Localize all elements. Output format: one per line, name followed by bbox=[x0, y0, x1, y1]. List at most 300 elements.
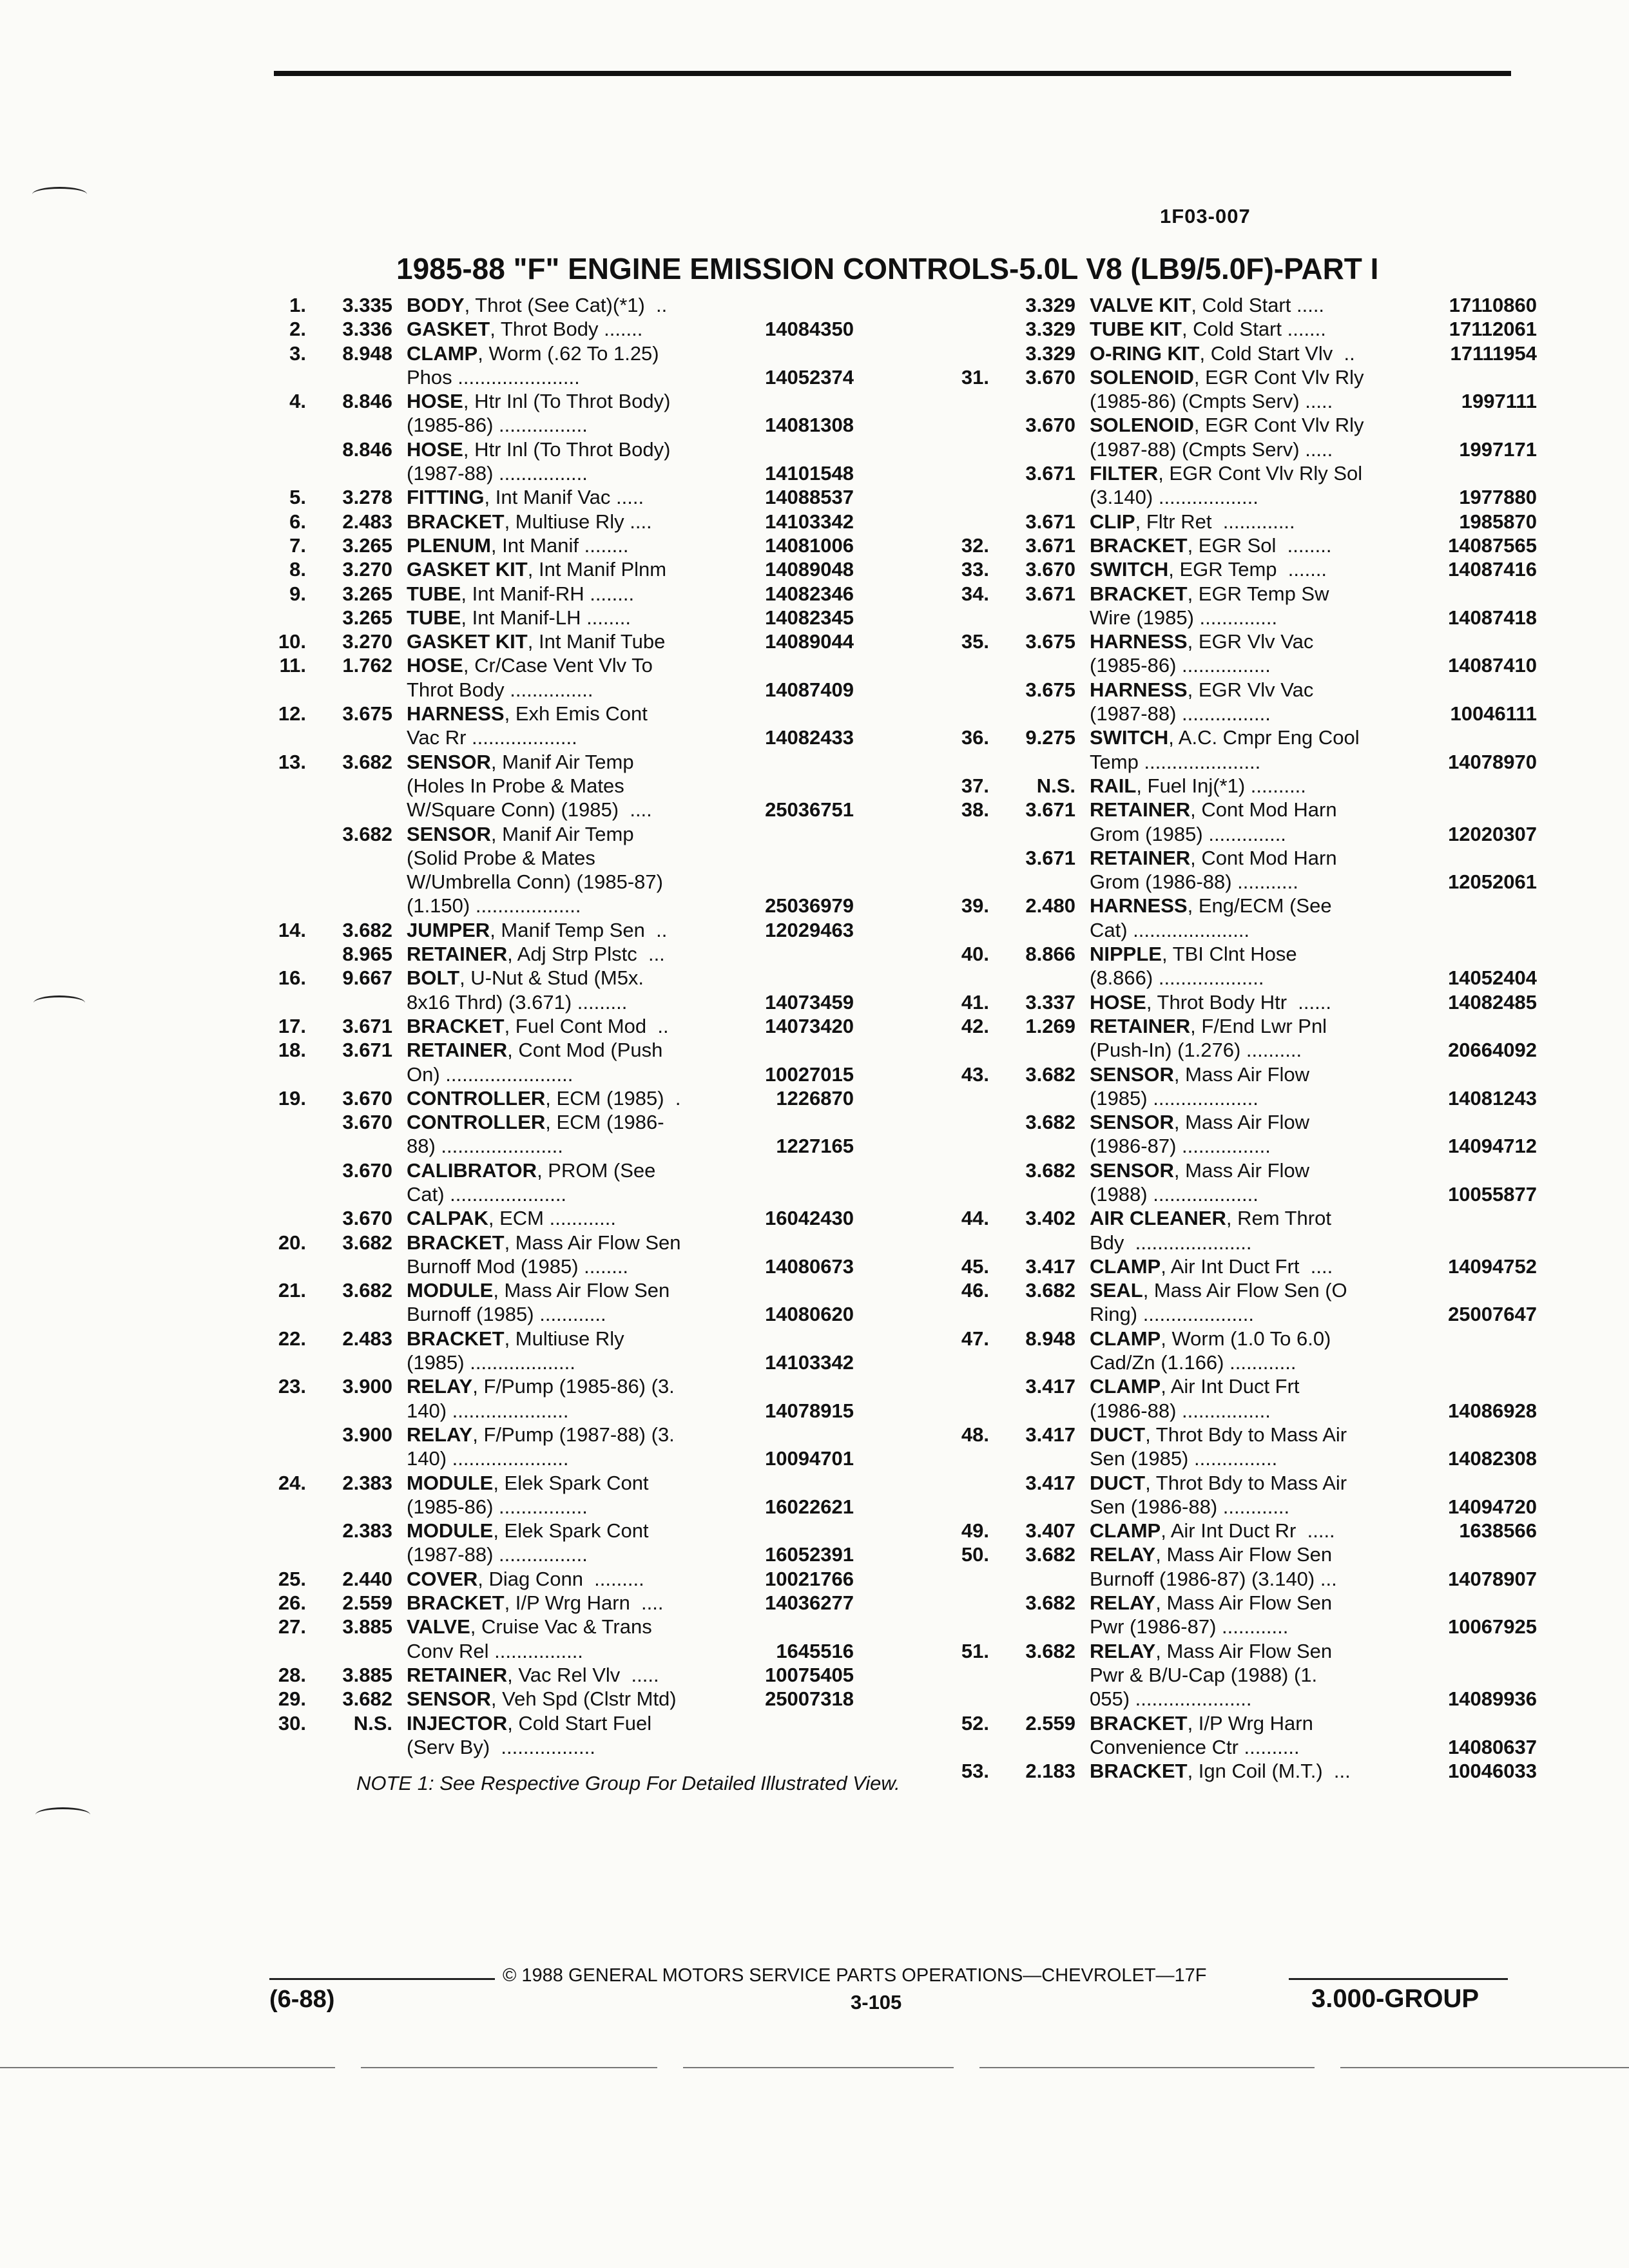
group-code bbox=[989, 702, 1075, 726]
part-row bbox=[255, 846, 854, 870]
item-number bbox=[255, 1206, 306, 1230]
part-row bbox=[938, 1086, 1537, 1110]
part-row bbox=[255, 606, 854, 629]
part-row bbox=[255, 678, 854, 702]
group-code bbox=[989, 918, 1075, 942]
part-row bbox=[938, 966, 1537, 990]
item-number bbox=[938, 1446, 989, 1470]
part-row bbox=[938, 1423, 1537, 1446]
part-description: GASKET KIT, Int Manif Plnm bbox=[407, 558, 672, 581]
item-number: 23. bbox=[278, 1375, 306, 1398]
part-description: SENSOR, Mass Air Flow bbox=[1090, 1062, 1310, 1086]
part-description: AIR CLEANER, Rem Throt bbox=[1090, 1207, 1331, 1230]
part-row bbox=[938, 870, 1537, 894]
part-row bbox=[255, 293, 854, 317]
group-code bbox=[989, 1735, 1075, 1759]
group-code bbox=[989, 822, 1075, 846]
item-number bbox=[938, 1350, 989, 1374]
item-number bbox=[938, 413, 989, 437]
part-row bbox=[938, 1471, 1537, 1495]
group-code: 3.682 bbox=[1025, 1158, 1075, 1182]
item-number bbox=[255, 774, 306, 798]
part-row bbox=[255, 437, 854, 461]
part-row bbox=[938, 317, 1537, 341]
group-code: 3.682 bbox=[1025, 1543, 1075, 1566]
part-description: 055) ..................... bbox=[1090, 1687, 1252, 1711]
part-description: Cad/Zn (1.166) ............ bbox=[1090, 1351, 1296, 1374]
item-number bbox=[938, 966, 989, 990]
part-number: 1638566 bbox=[1459, 1519, 1537, 1542]
part-description: FILTER, EGR Cont Vlv Rly Sol bbox=[1090, 462, 1363, 485]
part-number: 10046033 bbox=[1448, 1760, 1537, 1783]
item-number bbox=[938, 1567, 989, 1591]
group-code: 3.682 bbox=[342, 822, 392, 845]
group-code bbox=[306, 846, 392, 870]
part-row bbox=[938, 510, 1537, 533]
bottom-edge-line bbox=[1340, 2067, 1629, 2068]
group-code: 2.483 bbox=[342, 1327, 392, 1350]
part-row bbox=[938, 1663, 1537, 1687]
part-row bbox=[255, 1711, 854, 1735]
item-number bbox=[938, 1687, 989, 1711]
part-row bbox=[938, 582, 1537, 606]
part-description: Vac Rr ................... bbox=[407, 726, 577, 749]
group-number: 3.000-GROUP bbox=[1311, 1984, 1480, 2013]
group-code: 3.900 bbox=[342, 1423, 392, 1446]
bottom-edge-line bbox=[0, 2067, 335, 2068]
item-number: 33. bbox=[961, 558, 989, 581]
group-code: 3.682 bbox=[342, 750, 392, 773]
item-number: 13. bbox=[278, 750, 306, 773]
part-row bbox=[255, 702, 854, 726]
part-description: RELAY, Mass Air Flow Sen bbox=[1090, 1639, 1333, 1662]
part-description: RETAINER, F/End Lwr Pnl bbox=[1090, 1014, 1327, 1037]
part-row bbox=[938, 1158, 1537, 1182]
part-row bbox=[938, 1495, 1537, 1519]
group-code bbox=[989, 1399, 1075, 1423]
item-number: 36. bbox=[961, 726, 989, 749]
group-code: 3.670 bbox=[1025, 365, 1075, 389]
group-code: 1.762 bbox=[342, 654, 392, 677]
part-description: (Solid Probe & Mates bbox=[407, 846, 595, 869]
part-description: VALVE, Cruise Vac & Trans bbox=[407, 1615, 652, 1639]
group-code: 8.866 bbox=[1025, 943, 1075, 966]
group-code: 3.670 bbox=[342, 1207, 392, 1230]
part-row bbox=[938, 1399, 1537, 1423]
part-row bbox=[255, 582, 854, 606]
group-code bbox=[989, 606, 1075, 629]
item-number bbox=[255, 1446, 306, 1470]
part-description: CLAMP, Worm (1.0 To 6.0) bbox=[1090, 1327, 1331, 1350]
part-description: 8x16 Thrd) (3.671) ......... bbox=[407, 990, 628, 1014]
group-code: 2.483 bbox=[342, 510, 392, 533]
group-code: 3.265 bbox=[342, 533, 392, 557]
part-number: 14103342 bbox=[765, 510, 854, 533]
part-description: SWITCH, A.C. Cmpr Eng Cool bbox=[1090, 726, 1360, 749]
part-number: 14081243 bbox=[1448, 1086, 1537, 1110]
part-description: 88) ...................... bbox=[407, 1135, 575, 1158]
top-rule bbox=[274, 71, 1511, 76]
part-row bbox=[938, 1134, 1537, 1158]
item-number bbox=[255, 1062, 306, 1086]
part-description: CLAMP, Worm (.62 To 1.25) bbox=[407, 341, 659, 365]
item-number bbox=[255, 413, 306, 437]
part-number: 16022621 bbox=[765, 1495, 854, 1518]
item-number bbox=[938, 341, 989, 365]
group-code: 2.559 bbox=[1025, 1711, 1075, 1735]
group-code: 3.417 bbox=[1025, 1254, 1075, 1278]
part-row bbox=[255, 1542, 854, 1566]
part-number: 25036979 bbox=[765, 894, 854, 918]
part-row bbox=[938, 365, 1537, 389]
part-number: 14078915 bbox=[765, 1399, 854, 1422]
group-code: 3.335 bbox=[342, 294, 392, 316]
part-number: 14087418 bbox=[1448, 606, 1537, 629]
group-code: 3.682 bbox=[1025, 1062, 1075, 1086]
item-number: 50. bbox=[961, 1543, 989, 1566]
part-description: (1988) ................... bbox=[1090, 1182, 1258, 1206]
item-number: 42. bbox=[961, 1014, 989, 1037]
item-number bbox=[255, 1399, 306, 1423]
item-number: 28. bbox=[278, 1663, 306, 1686]
part-number: 14101548 bbox=[765, 462, 854, 485]
item-number: 34. bbox=[961, 582, 989, 605]
part-number: 16042430 bbox=[765, 1207, 854, 1230]
part-row bbox=[255, 1591, 854, 1615]
item-number bbox=[938, 1663, 989, 1687]
group-code bbox=[306, 726, 392, 749]
group-code: 3.671 bbox=[1025, 462, 1075, 485]
group-code: 1.269 bbox=[1025, 1014, 1075, 1037]
group-code: 3.671 bbox=[1025, 582, 1075, 605]
part-description: (1987-88) (Cmpts Serv) ..... bbox=[1090, 437, 1344, 461]
group-code bbox=[989, 1495, 1075, 1519]
part-description: BOLT, U-Nut & Stud (M5x. bbox=[407, 966, 644, 990]
item-number: 45. bbox=[961, 1254, 989, 1278]
parts-list-left bbox=[255, 293, 854, 1759]
parts-list-right bbox=[938, 293, 1537, 1783]
item-number: 35. bbox=[961, 630, 989, 653]
part-row bbox=[255, 798, 854, 822]
group-code bbox=[989, 1663, 1075, 1687]
part-row bbox=[938, 1278, 1537, 1302]
part-description: (Holes In Probe & Mates bbox=[407, 774, 624, 797]
group-code: 3.670 bbox=[1025, 414, 1075, 437]
part-row bbox=[938, 1567, 1537, 1591]
part-number: 14087416 bbox=[1448, 558, 1537, 581]
part-number: 1226870 bbox=[776, 1086, 854, 1110]
part-description: Phos ...................... bbox=[407, 365, 580, 389]
group-code: 3.682 bbox=[342, 1231, 392, 1254]
page-number: 3-105 bbox=[851, 1991, 902, 2013]
part-row bbox=[938, 1519, 1537, 1542]
part-description: RETAINER, Cont Mod Harn bbox=[1090, 798, 1337, 822]
part-description: Temp ..................... bbox=[1090, 750, 1261, 773]
group-code: 2.440 bbox=[342, 1567, 392, 1590]
part-number: 12052061 bbox=[1448, 870, 1537, 894]
part-description: (1986-87) ................ bbox=[1090, 1135, 1271, 1158]
group-code bbox=[306, 1542, 392, 1566]
part-description: RELAY, Mass Air Flow Sen bbox=[1090, 1543, 1333, 1566]
part-number: 14094752 bbox=[1448, 1254, 1537, 1278]
item-number bbox=[938, 846, 989, 870]
part-number: 14084350 bbox=[765, 318, 854, 341]
part-number: 12020307 bbox=[1448, 822, 1537, 845]
part-number: 14080620 bbox=[765, 1303, 854, 1326]
part-description: (1987-88) ................ bbox=[407, 462, 588, 485]
part-row bbox=[938, 1615, 1537, 1639]
item-number: 38. bbox=[961, 798, 989, 822]
part-description: TUBE, Int Manif-LH ........ bbox=[407, 606, 631, 629]
part-description: RAIL, Fuel Inj(*1) .......... bbox=[1090, 774, 1306, 797]
part-description: (1985) ................... bbox=[1090, 1086, 1258, 1110]
part-row bbox=[938, 726, 1537, 749]
part-description: Burnoff Mod (1985) ........ bbox=[407, 1254, 629, 1278]
part-number: 14036277 bbox=[765, 1591, 854, 1615]
part-description: MODULE, Mass Air Flow Sen bbox=[407, 1279, 670, 1302]
item-number bbox=[938, 653, 989, 677]
item-number bbox=[255, 990, 306, 1014]
part-number: 10021766 bbox=[765, 1567, 854, 1590]
item-number: 24. bbox=[278, 1471, 306, 1494]
part-row bbox=[938, 1591, 1537, 1615]
part-description: RELAY, Mass Air Flow Sen bbox=[1090, 1591, 1333, 1615]
scan-mark bbox=[34, 995, 85, 1010]
group-code bbox=[306, 1134, 392, 1158]
part-description: Grom (1985) .............. bbox=[1090, 822, 1286, 845]
item-number: 4. bbox=[289, 390, 306, 413]
item-number bbox=[255, 1110, 306, 1134]
part-description: (1985-86) ................ bbox=[407, 1495, 588, 1518]
part-description: RETAINER, Cont Mod (Push bbox=[407, 1039, 663, 1062]
part-number: 20664092 bbox=[1448, 1039, 1537, 1062]
part-row bbox=[938, 798, 1537, 822]
part-row bbox=[938, 894, 1537, 918]
part-description: MODULE, Elek Spark Cont bbox=[407, 1519, 649, 1542]
group-code: 8.948 bbox=[342, 341, 392, 365]
group-code: 3.682 bbox=[1025, 1111, 1075, 1134]
part-description: HARNESS, Eng/ECM (See bbox=[1090, 894, 1332, 918]
item-number: 44. bbox=[961, 1207, 989, 1230]
item-number bbox=[938, 678, 989, 702]
part-row bbox=[938, 1231, 1537, 1254]
part-number: 14088537 bbox=[765, 486, 854, 509]
part-row bbox=[938, 678, 1537, 702]
part-row bbox=[255, 750, 854, 774]
group-code: 3.265 bbox=[342, 606, 392, 629]
part-row bbox=[938, 1542, 1537, 1566]
part-row bbox=[938, 629, 1537, 653]
part-row bbox=[255, 1206, 854, 1230]
item-number: 5. bbox=[289, 486, 306, 509]
group-code: 3.329 bbox=[1025, 341, 1075, 365]
item-number: 48. bbox=[961, 1423, 989, 1446]
part-number: 14089936 bbox=[1448, 1687, 1537, 1711]
group-code: 3.336 bbox=[342, 318, 392, 341]
part-row bbox=[938, 918, 1537, 942]
group-code: 3.407 bbox=[1025, 1519, 1075, 1542]
item-number bbox=[938, 461, 989, 485]
part-number: 14078907 bbox=[1448, 1567, 1537, 1590]
part-description: BRACKET, Mass Air Flow Sen bbox=[407, 1231, 681, 1254]
part-number: 1645516 bbox=[776, 1639, 854, 1662]
part-number: 14087565 bbox=[1448, 533, 1537, 557]
item-number bbox=[255, 1639, 306, 1663]
part-row bbox=[255, 918, 854, 942]
part-row bbox=[938, 774, 1537, 798]
part-description: 140) ..................... bbox=[407, 1399, 569, 1422]
item-number: 51. bbox=[961, 1639, 989, 1662]
part-description: Cat) ..................... bbox=[1090, 918, 1250, 941]
item-number bbox=[255, 726, 306, 749]
part-row bbox=[938, 1062, 1537, 1086]
group-code bbox=[989, 1615, 1075, 1639]
part-number: 14080637 bbox=[1448, 1735, 1537, 1758]
item-number bbox=[255, 1134, 306, 1158]
item-number bbox=[255, 606, 306, 629]
part-description: Ring) .................... bbox=[1090, 1303, 1254, 1326]
part-row bbox=[938, 341, 1537, 365]
part-description: 140) ..................... bbox=[407, 1447, 569, 1470]
part-row bbox=[255, 1567, 854, 1591]
group-code bbox=[989, 1038, 1075, 1062]
item-number: 29. bbox=[278, 1687, 306, 1711]
item-number: 12. bbox=[278, 702, 306, 726]
group-code: 3.682 bbox=[342, 1279, 392, 1302]
item-number: 49. bbox=[961, 1519, 989, 1542]
part-number: 10075405 bbox=[765, 1663, 854, 1686]
group-code: 3.671 bbox=[1025, 846, 1075, 869]
part-description: (3.140) .................. bbox=[1090, 486, 1270, 509]
part-description: Conv Rel ................ bbox=[407, 1639, 595, 1662]
part-description: HARNESS, Exh Emis Cont bbox=[407, 702, 648, 726]
item-number bbox=[938, 1158, 989, 1182]
item-number: 10. bbox=[278, 630, 306, 653]
group-code: 3.671 bbox=[342, 1039, 392, 1062]
part-description: Grom (1986-88) ........... bbox=[1090, 870, 1298, 894]
part-row bbox=[938, 822, 1537, 846]
item-number bbox=[938, 870, 989, 894]
group-code: 3.671 bbox=[1025, 533, 1075, 557]
part-description: SENSOR, Manif Air Temp bbox=[407, 822, 634, 845]
item-number: 31. bbox=[961, 365, 989, 389]
group-code: 8.948 bbox=[1025, 1327, 1075, 1350]
part-row bbox=[255, 726, 854, 749]
part-row bbox=[938, 389, 1537, 413]
part-row bbox=[255, 1399, 854, 1423]
part-description: Pwr (1986-87) ............ bbox=[1090, 1615, 1289, 1639]
part-row bbox=[255, 1639, 854, 1663]
part-description: RELAY, F/Pump (1987-88) (3. bbox=[407, 1423, 675, 1446]
part-description: HOSE, Cr/Case Vent Vlv To bbox=[407, 654, 653, 677]
part-row bbox=[255, 317, 854, 341]
part-description: HOSE, Throt Body Htr ...... bbox=[1090, 990, 1331, 1014]
part-description: Throt Body ............... bbox=[407, 678, 593, 701]
part-row bbox=[938, 1350, 1537, 1374]
group-code bbox=[989, 1446, 1075, 1470]
group-code: 3.682 bbox=[1025, 1639, 1075, 1662]
part-row bbox=[938, 1759, 1537, 1783]
part-number: 14080673 bbox=[765, 1254, 854, 1278]
part-number: 17110860 bbox=[1449, 294, 1537, 316]
group-code: 3.885 bbox=[342, 1615, 392, 1639]
part-row bbox=[938, 1711, 1537, 1735]
item-number: 26. bbox=[278, 1591, 306, 1615]
item-number bbox=[938, 1399, 989, 1423]
part-description: (1.150) ................... bbox=[407, 894, 581, 918]
part-row bbox=[938, 653, 1537, 677]
group-code bbox=[306, 1639, 392, 1663]
group-code bbox=[989, 1687, 1075, 1711]
part-number: 14094720 bbox=[1448, 1495, 1537, 1518]
group-code: 3.682 bbox=[342, 918, 392, 941]
part-row bbox=[938, 990, 1537, 1014]
item-number: 16. bbox=[278, 966, 306, 990]
item-number bbox=[938, 1495, 989, 1519]
part-row bbox=[255, 1134, 854, 1158]
part-row bbox=[938, 1110, 1537, 1134]
item-number: 3. bbox=[289, 341, 306, 365]
item-number: 53. bbox=[961, 1760, 989, 1783]
group-code: 3.670 bbox=[342, 1086, 392, 1110]
part-number: 17111954 bbox=[1450, 341, 1537, 365]
item-number bbox=[255, 942, 306, 966]
part-row bbox=[938, 942, 1537, 966]
part-description: W/Square Conn) (1985) .... bbox=[407, 798, 652, 822]
part-row bbox=[255, 1374, 854, 1398]
part-row bbox=[255, 1038, 854, 1062]
group-code: 3.417 bbox=[1025, 1423, 1075, 1446]
part-description: Burnoff (1985) ............ bbox=[407, 1303, 606, 1326]
part-description: HARNESS, EGR Vlv Vac bbox=[1090, 678, 1314, 701]
part-row bbox=[938, 485, 1537, 509]
item-number: 30. bbox=[278, 1711, 306, 1735]
part-description: BODY, Throt (See Cat)(*1) .. bbox=[407, 294, 668, 316]
group-code: 2.559 bbox=[342, 1591, 392, 1615]
part-description: RETAINER, Cont Mod Harn bbox=[1090, 846, 1337, 869]
part-description: BRACKET, Ign Coil (M.T.) ... bbox=[1090, 1760, 1351, 1783]
part-description: TUBE KIT, Cold Start ....... bbox=[1090, 318, 1326, 341]
part-description: SWITCH, EGR Temp ....... bbox=[1090, 558, 1327, 581]
part-description: GASKET, Throt Body ....... bbox=[407, 318, 643, 341]
item-number: 40. bbox=[961, 943, 989, 966]
item-number bbox=[938, 1231, 989, 1254]
item-number: 6. bbox=[289, 510, 306, 533]
part-number: 25007318 bbox=[765, 1687, 854, 1711]
item-number bbox=[255, 1302, 306, 1326]
item-number: 17. bbox=[278, 1014, 306, 1037]
part-description: CONTROLLER, ECM (1985) . bbox=[407, 1086, 687, 1110]
group-code: N.S. bbox=[1036, 774, 1075, 797]
part-description: Convenience Ctr .......... bbox=[1090, 1735, 1300, 1758]
item-number bbox=[255, 822, 306, 846]
group-code bbox=[989, 1567, 1075, 1591]
group-code bbox=[989, 437, 1075, 461]
part-row bbox=[938, 533, 1537, 557]
part-row bbox=[255, 461, 854, 485]
part-description: (1985-86) (Cmpts Serv) ..... bbox=[1090, 390, 1344, 413]
part-row bbox=[255, 510, 854, 533]
item-number: 41. bbox=[961, 990, 989, 1014]
item-number bbox=[938, 1110, 989, 1134]
group-code bbox=[989, 389, 1075, 413]
item-number: 32. bbox=[961, 533, 989, 557]
part-number: 14086928 bbox=[1448, 1399, 1537, 1422]
part-description: HOSE, Htr Inl (To Throt Body) bbox=[407, 437, 671, 461]
part-row bbox=[255, 389, 854, 413]
part-row bbox=[255, 1615, 854, 1639]
part-row bbox=[255, 653, 854, 677]
